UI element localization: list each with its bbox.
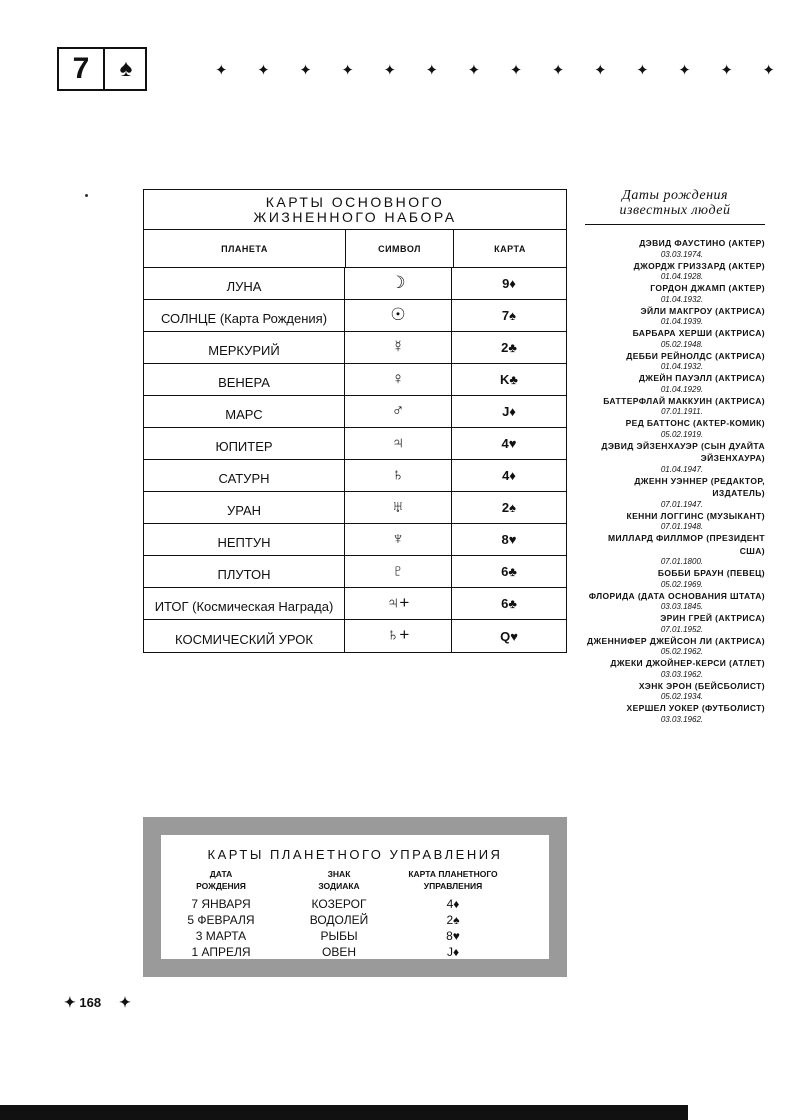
table-row [144,492,566,524]
page-footer [64,994,131,1011]
ruling-date: 1 АПРЕЛЯ [191,945,251,959]
card-value: 2♠ [501,500,517,515]
planet-name: КОСМИЧЕСКИЙ УРОК [144,620,345,652]
person-name: ДЖЕКИ ДЖОЙНЕР-КЕРСИ (АТЛЕТ) [610,658,765,668]
star-icon: ✦ [593,61,607,79]
table-row [144,396,566,428]
birth-date: 03.03.1962. [660,714,704,724]
planet-name: ВЕНЕРА [144,364,345,395]
birth-date: 07.01.1947. [660,499,704,509]
famous-birthdays-list [585,237,765,725]
card-value: 9♦ [502,276,516,291]
list-item [585,282,765,305]
star-icon: ✦ [257,61,270,79]
sidebar-title-line1: Даты рождения [621,188,729,203]
table-row [144,620,566,652]
star-icon: ✦ [636,61,649,79]
bottom-scan-bar [0,1105,688,1120]
person-name: ГОРДОН ДЖАМП (АКТЕР) [650,283,765,293]
planet-name: МЕРКУРИЙ [144,332,345,363]
person-name: БАТТЕРФЛАЙ МАККУИН (АКТРИСА) [603,395,765,406]
list-item [585,237,765,260]
list-item [585,440,765,475]
star-icon: ✦ [341,61,354,79]
person-name: ХЭНК ЭРОН (БЕЙСБОЛИСТ) [638,680,765,691]
table-row [144,332,566,364]
birth-date: 03.03.1974. [660,249,704,259]
header-symbol: СИМВОЛ [346,230,454,267]
star-icon: ✦ [678,61,691,79]
sidebar-title [585,188,765,225]
badge-edge [145,49,147,89]
person-name: РЕД БАТТОНС (АКТЕР-КОМИК) [625,418,765,428]
table-row [144,364,566,396]
planet-name: МАРС [144,396,345,427]
ruling-card: J♦ [446,945,460,959]
decorative-stars [215,60,775,80]
planet-symbol-icon: ♆ [345,524,452,555]
planet-name: САТУРН [144,460,345,491]
planet-name: НЕПТУН [144,524,345,555]
table-row [144,268,566,300]
star-icon: ✦ [215,61,228,79]
birth-date: 07.01.1952. [660,624,704,634]
star-icon: ✦ [299,61,312,79]
ruling-sign: ВОДОЛЕЙ [309,913,369,927]
header-planet: ПЛАНЕТА [144,230,346,267]
header-card: КАРТА [494,243,526,254]
person-name: МИЛЛАРД ФИЛЛМОР (ПРЕЗИДЕНТ США) [608,533,765,556]
card-rank: 7 [59,49,105,89]
ruling-card: 4♦ [446,897,460,911]
list-item [585,260,765,283]
table-row [144,588,566,620]
planetary-ruling-box [143,817,567,977]
birth-date: 01.04.1929. [660,384,704,394]
planet-symbol-icon: ♅ [345,492,452,523]
planet-name: ПЛУТОН [144,556,345,587]
planet-name: ЛУНА [144,268,345,299]
planet-name: УРАН [144,492,345,523]
birth-date: 05.02.1934. [660,692,704,701]
ruling-sign: КОЗЕРОГ [311,897,367,911]
ruling-header-date: ДАТА РОЖДЕНИЯ [196,869,246,891]
planet-symbol-icon: ♄+ [345,620,452,652]
list-item [585,532,765,567]
ruling-date: 5 ФЕВРАЛЯ [187,913,255,927]
list-item [585,475,765,510]
ruling-sign: РЫБЫ [320,929,358,943]
birth-date: 03.03.1845. [660,602,704,611]
planet-symbol-icon: ☉ [345,300,452,331]
list-item [585,510,765,533]
person-name: БАРБАРА ХЕРШИ (АКТРИСА) [632,328,765,338]
card-value: 8♥ [501,532,517,547]
page-number: 168 [79,995,102,1010]
person-name: ДЭВИД ФАУСТИНО (АКТЕР) [639,238,765,248]
person-name: ДЕББИ РЕЙНОЛДС (АКТРИСА) [626,350,765,361]
sidebar-title-line2: известных людей [619,203,731,218]
card-value: J♦ [502,404,516,419]
ruling-row [161,945,549,961]
birth-date: 05.02.1969. [660,579,704,589]
list-item [585,680,765,703]
ruling-row [161,897,549,913]
list-item [585,417,765,440]
birth-date: 01.04.1939. [660,317,704,326]
ruling-header-sign: ЗНАК ЗОДИАКА [318,869,360,891]
birth-date: 03.03.1962. [660,669,704,679]
birth-date: 07.01.1911. [661,407,703,416]
list-item [585,327,765,350]
planet-name: ИТОГ (Космическая Награда) [144,588,345,619]
card-value: 4♦ [502,468,516,483]
star-icon: ✦ [64,994,76,1010]
list-item [585,612,765,635]
table-title-line2: ЖИЗНЕННОГО НАБОРА [253,209,457,225]
ruling-card: 2♠ [446,913,460,927]
table-row [144,524,566,556]
ruling-header-card: КАРТА ПЛАНЕТНОГО УПРАВЛЕНИЯ [408,869,498,891]
list-item [585,305,765,328]
list-item [585,657,765,680]
spade-icon: ♠ [119,55,133,82]
planet-symbol-icon: ♇ [345,556,452,587]
planet-symbol-icon: ♀ [345,364,452,395]
table-row [144,428,566,460]
card-value: 7♠ [501,308,517,323]
birth-date: 01.04.1928. [660,272,704,281]
person-name: КЕННИ ЛОГГИНС (МУЗЫКАНТ) [626,510,765,521]
card-value: 6♣ [501,596,517,611]
list-item [585,372,765,395]
birth-date: 07.01.1948. [660,522,704,531]
planetary-ruling-panel [161,835,549,959]
ruling-card: 8♥ [446,929,460,943]
person-name: ХЕРШЕЛ УОКЕР (ФУТБОЛИСТ) [626,703,765,713]
ruling-row [161,913,549,929]
card-value: Q♥ [500,628,518,644]
star-icon: ✦ [762,61,775,79]
person-name: ФЛОРИДА (ДАТА ОСНОВАНИЯ ШТАТА) [588,590,765,601]
ruling-row [161,929,549,945]
card-badge [57,47,147,91]
table-title-line1: КАРТЫ ОСНОВНОГО [265,194,445,210]
table-row [144,300,566,332]
table-row [144,460,566,492]
birth-date: 05.02.1919. [660,429,704,439]
birth-date: 07.01.1800. [660,557,704,566]
person-name: ЭРИН ГРЕЙ (АКТРИСА) [660,613,765,623]
planet-symbol-icon: ☿ [345,332,452,363]
table-row [144,556,566,588]
list-item [585,567,765,590]
card-value: K♣ [500,372,518,387]
planet-symbol-icon: ♃+ [345,588,452,619]
card-value: 6♣ [501,564,517,579]
person-name: ЭЙЛИ МАКГРОУ (АКТРИСА) [640,305,765,316]
birth-date: 01.04.1932. [660,294,704,304]
card-value: 4♥ [501,436,517,451]
main-life-spread-table [143,189,567,653]
planet-symbol-icon: ☽ [345,268,452,299]
planet-name: СОЛНЦЕ (Карта Рождения) [144,300,345,331]
birth-date: 05.02.1948. [660,339,704,349]
list-item [585,702,765,725]
list-item [585,350,765,373]
ruling-date: 7 ЯНВАРЯ [191,897,251,911]
person-name: ДЖЕНН УЭННЕР (РЕДАКТОР, ИЗДАТЕЛЬ) [634,475,765,498]
person-name: ДЭВИД ЭЙЗЕНХАУЭР (СЫН ДУАЙТА ЭЙЗЕНХАУРА) [601,440,765,463]
list-item [585,395,765,418]
birth-date: 01.04.1932. [660,362,704,371]
ruling-sign: ОВЕН [321,945,356,959]
planet-name: ЮПИТЕР [144,428,345,459]
star-icon: ✦ [425,61,439,79]
birth-date: 01.04.1947. [660,464,704,474]
star-icon: ✦ [383,61,397,79]
ruling-date: 3 МАРТА [195,929,247,943]
star-icon: ✦ [467,61,481,79]
table-header-row [144,230,566,268]
list-item [585,590,765,613]
ruling-title: КАРТЫ ПЛАНЕТНОГО УПРАВЛЕНИЯ [207,847,503,862]
person-name: ДЖЕЙН ПАУЭЛЛ (АКТРИСА) [638,373,765,383]
person-name: ДЖЕННИФЕР ДЖЕЙСОН ЛИ (АКТРИСА) [587,635,765,646]
person-name: ДЖОРДЖ ГРИЗЗАРД (АКТЕР) [633,260,765,271]
planet-symbol-icon: ♃ [345,428,452,459]
star-icon: ✦ [551,61,565,79]
table-title [144,190,566,230]
star-icon: ✦ [720,61,733,79]
star-icon: ✦ [119,994,131,1010]
planet-symbol-icon: ♄ [345,460,452,491]
birth-date: 05.02.1962. [660,647,704,656]
list-item [585,635,765,658]
star-icon: ✦ [509,61,523,79]
planet-symbol-icon: ♂ [345,396,452,427]
card-value: 2♣ [501,340,517,355]
stray-dot [85,194,88,197]
person-name: БОББИ БРАУН (ПЕВЕЦ) [657,568,765,578]
